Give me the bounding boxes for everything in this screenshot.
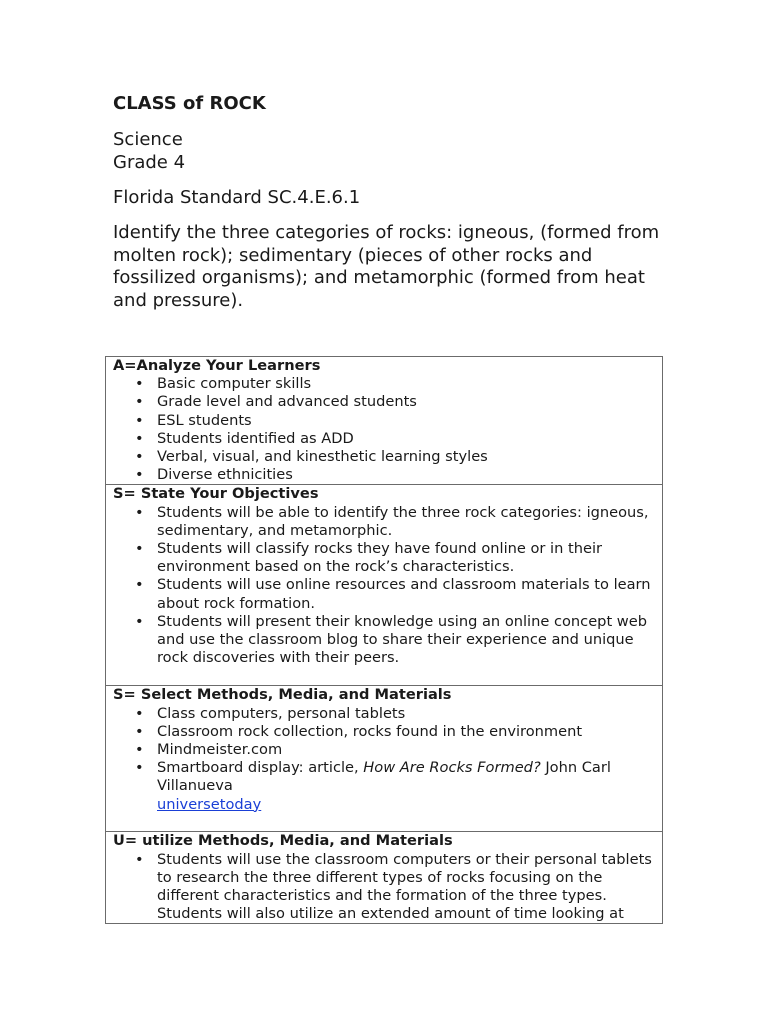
- table-row-analyze: [106, 357, 663, 485]
- bullet-icon: •: [135, 375, 144, 393]
- table-cell-analyze: [106, 357, 663, 485]
- subject-block: [113, 128, 185, 174]
- section-heading-select: S= Select Methods, Media, and Materials: [113, 686, 452, 704]
- table-cell-utilize: [106, 832, 663, 924]
- grade-label: Grade 4: [113, 152, 186, 173]
- universetoday-link[interactable]: universetoday: [157, 795, 262, 813]
- list-item: • Class computers, personal tablets: [135, 704, 406, 722]
- bullet-icon: •: [135, 429, 144, 447]
- learners-list: [113, 375, 656, 484]
- objectives-list: [113, 504, 656, 668]
- list-item: • Grade level and advanced students: [135, 393, 417, 411]
- list-item: • Students will present their knowledge using an online concept web and use the classroom blog to share their experience and unique rock discoveries with their peers.: [135, 612, 647, 667]
- list-item: • Basic computer skills: [135, 375, 312, 393]
- subject-label: Science: [113, 129, 183, 150]
- bullet-icon: •: [135, 722, 144, 740]
- table-row-utilize: [106, 832, 663, 924]
- standard-description: Identify the three categories of rocks: igneous, (formed from molten rock); sedimentary (pieces of other rocks and fossilized organisms); and metamorphic (formed from heat and pressure).: [113, 222, 660, 311]
- bullet-icon: •: [135, 540, 144, 558]
- utilize-list: [113, 851, 656, 924]
- bullet-icon: •: [135, 612, 144, 630]
- bullet-icon: •: [135, 704, 144, 722]
- standard-label: Florida Standard SC.4.E.6.1: [113, 187, 361, 208]
- assure-plan-table: [105, 356, 663, 924]
- section-heading-utilize: U= utilize Methods, Media, and Materials: [113, 832, 453, 850]
- list-item-smartboard: [135, 759, 656, 814]
- materials-list: [113, 705, 656, 814]
- section-heading-analyze: A=Analyze Your Learners: [113, 357, 321, 374]
- table-cell-select: [106, 686, 663, 832]
- list-item: • Students will use online resources and classroom materials to learn about rock formation.: [135, 576, 651, 612]
- list-item: • Students will use the classroom computers or their personal tablets to research the three different types of rocks focusing on the different characteristics and the formation of the three types. Students will also utilize an extended amount of time looking at: [157, 851, 656, 924]
- bullet-icon: •: [135, 759, 144, 777]
- bullet-icon: •: [135, 850, 144, 868]
- bullet-icon: •: [135, 576, 144, 594]
- list-item: • Diverse ethnicities: [135, 466, 293, 484]
- bullet-icon: •: [135, 393, 144, 411]
- document-title: CLASS of ROCK: [113, 93, 266, 114]
- table-row-select: [106, 686, 663, 832]
- list-item: • Classroom rock collection, rocks found in the environment: [135, 722, 583, 740]
- list-item: • Students identified as ADD: [135, 429, 354, 447]
- bullet-icon: •: [135, 503, 144, 521]
- article-title: How Are Rocks Formed?: [363, 759, 541, 777]
- bullet-icon: •: [135, 466, 144, 484]
- bullet-icon: •: [135, 741, 144, 759]
- article-author: John Carl Villanueva: [157, 759, 611, 795]
- list-item: • Verbal, visual, and kinesthetic learning styles: [135, 448, 488, 466]
- list-item: • Students will be able to identify the three rock categories: igneous, sedimentary, and metamorphic.: [135, 503, 649, 539]
- table-row-objectives: [106, 485, 663, 686]
- smartboard-prefix: Smartboard display: article,: [157, 759, 364, 777]
- bullet-icon: •: [135, 448, 144, 466]
- list-item: • Mindmeister.com: [135, 741, 283, 759]
- continued-text: Students will also utilize an extended amount of time looking at: [157, 905, 624, 923]
- list-item: • Students will classify rocks they have found online or in their environment based on the rock’s characteristics.: [135, 540, 603, 576]
- list-item: • ESL students: [135, 411, 252, 429]
- bullet-icon: •: [135, 411, 144, 429]
- table-cell-objectives: [106, 485, 663, 686]
- section-heading-objectives: S= State Your Objectives: [113, 485, 319, 503]
